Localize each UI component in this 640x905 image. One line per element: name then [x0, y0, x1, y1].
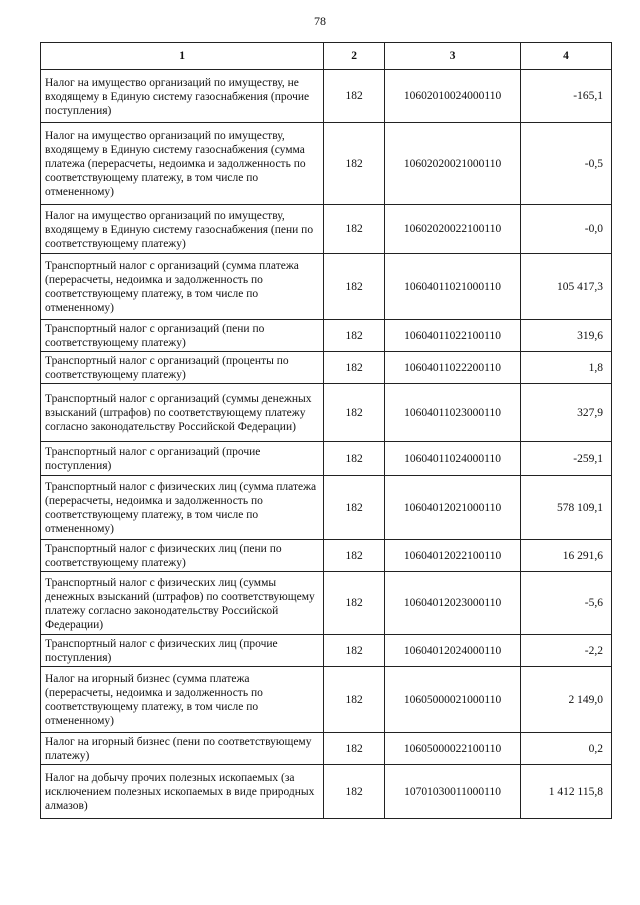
row-budget-code-cell: 10605000022100110 — [385, 733, 521, 765]
table-row — [41, 384, 612, 442]
row-admin-code-cell: 182 — [324, 70, 385, 123]
row-name-cell: Налог на добычу прочих полезных ископаемых (за исключением полезных ископаемых в виде природных алмазов) — [41, 765, 324, 819]
row-amount-cell: -5,6 — [521, 572, 612, 635]
row-budget-code-cell: 10602020021000110 — [385, 123, 521, 205]
table-row — [41, 635, 612, 667]
row-budget-code-cell: 10604012024000110 — [385, 635, 521, 667]
row-amount-cell: -2,2 — [521, 635, 612, 667]
row-budget-code-cell: 10602020022100110 — [385, 205, 521, 254]
row-admin-code-cell: 182 — [324, 384, 385, 442]
column-header-1: 1 — [41, 43, 324, 70]
table-row — [41, 540, 612, 572]
column-header-2: 2 — [324, 43, 385, 70]
row-amount-cell: -0,5 — [521, 123, 612, 205]
row-budget-code-cell: 10604011021000110 — [385, 254, 521, 320]
row-budget-code-cell: 10602010024000110 — [385, 70, 521, 123]
row-name-cell: Транспортный налог с физических лиц (пени по соответствующему платежу) — [41, 540, 324, 572]
row-name-cell: Налог на имущество организаций по имуществу, входящему в Единую систему газоснабжения (сумма платежа (перерасчеты, недоимка и задолженность по соответствующему платежу, в том числе по отмененному) — [41, 123, 324, 205]
table-row — [41, 572, 612, 635]
row-name-cell: Транспортный налог с физических лиц (прочие поступления) — [41, 635, 324, 667]
row-amount-cell: -0,0 — [521, 205, 612, 254]
table-row — [41, 476, 612, 540]
row-admin-code-cell: 182 — [324, 320, 385, 352]
row-admin-code-cell: 182 — [324, 123, 385, 205]
row-budget-code-cell: 10604012023000110 — [385, 572, 521, 635]
row-name-cell: Транспортный налог с физических лиц (суммы денежных взысканий (штрафов) по соответствующему платежу согласно законодательству Российской Федерации) — [41, 572, 324, 635]
row-name-cell: Налог на имущество организаций по имуществу, входящему в Единую систему газоснабжения (пени по соответствующему платежу) — [41, 205, 324, 254]
row-admin-code-cell: 182 — [324, 254, 385, 320]
row-budget-code-cell: 10604011023000110 — [385, 384, 521, 442]
row-admin-code-cell: 182 — [324, 667, 385, 733]
table-row — [41, 254, 612, 320]
revenue-table — [40, 42, 612, 819]
table-header-row — [41, 43, 612, 70]
row-admin-code-cell: 182 — [324, 765, 385, 819]
row-budget-code-cell: 10604011024000110 — [385, 442, 521, 476]
row-amount-cell: 1 412 115,8 — [521, 765, 612, 819]
table-row — [41, 733, 612, 765]
row-budget-code-cell: 10604012021000110 — [385, 476, 521, 540]
table-row — [41, 352, 612, 384]
row-name-cell: Налог на игорный бизнес (пени по соответствующему платежу) — [41, 733, 324, 765]
row-amount-cell: 578 109,1 — [521, 476, 612, 540]
row-amount-cell: -259,1 — [521, 442, 612, 476]
row-name-cell: Налог на игорный бизнес (сумма платежа (перерасчеты, недоимка и задолженность по соответствующему платежу, в том числе по отмененному) — [41, 667, 324, 733]
row-amount-cell: 1,8 — [521, 352, 612, 384]
row-admin-code-cell: 182 — [324, 635, 385, 667]
row-name-cell: Транспортный налог с организаций (суммы денежных взысканий (штрафов) по соответствующему платежу согласно законодательству Российской Федерации) — [41, 384, 324, 442]
row-admin-code-cell: 182 — [324, 540, 385, 572]
row-name-cell: Налог на имущество организаций по имуществу, не входящему в Единую систему газоснабжения (прочие поступления) — [41, 70, 324, 123]
row-admin-code-cell: 182 — [324, 733, 385, 765]
table-row — [41, 205, 612, 254]
column-header-3: 3 — [385, 43, 521, 70]
row-name-cell: Транспортный налог с физических лиц (сумма платежа (перерасчеты, недоимка и задолженность по соответствующему платежу, в том числе по отмененному) — [41, 476, 324, 540]
row-budget-code-cell: 10605000021000110 — [385, 667, 521, 733]
row-budget-code-cell: 10604012022100110 — [385, 540, 521, 572]
row-amount-cell: 2 149,0 — [521, 667, 612, 733]
row-amount-cell: 16 291,6 — [521, 540, 612, 572]
row-admin-code-cell: 182 — [324, 572, 385, 635]
row-name-cell: Транспортный налог с организаций (сумма платежа (перерасчеты, недоимка и задолженность по соответствующему платежу, в том числе по отмененному) — [41, 254, 324, 320]
row-amount-cell: 327,9 — [521, 384, 612, 442]
row-name-cell: Транспортный налог с организаций (пени по соответствующему платежу) — [41, 320, 324, 352]
row-amount-cell: 105 417,3 — [521, 254, 612, 320]
row-amount-cell: -165,1 — [521, 70, 612, 123]
row-amount-cell: 0,2 — [521, 733, 612, 765]
row-amount-cell: 319,6 — [521, 320, 612, 352]
column-header-4: 4 — [521, 43, 612, 70]
row-budget-code-cell: 10604011022200110 — [385, 352, 521, 384]
table-row — [41, 123, 612, 205]
table-row — [41, 667, 612, 733]
page-number: 78 — [314, 14, 326, 28]
table-row — [41, 70, 612, 123]
row-admin-code-cell: 182 — [324, 352, 385, 384]
table-row — [41, 320, 612, 352]
table-row — [41, 442, 612, 476]
row-name-cell: Транспортный налог с организаций (прочие поступления) — [41, 442, 324, 476]
row-admin-code-cell: 182 — [324, 476, 385, 540]
row-admin-code-cell: 182 — [324, 205, 385, 254]
row-budget-code-cell: 10604011022100110 — [385, 320, 521, 352]
row-budget-code-cell: 10701030011000110 — [385, 765, 521, 819]
table-row — [41, 765, 612, 819]
row-admin-code-cell: 182 — [324, 442, 385, 476]
row-name-cell: Транспортный налог с организаций (проценты по соответствующему платежу) — [41, 352, 324, 384]
